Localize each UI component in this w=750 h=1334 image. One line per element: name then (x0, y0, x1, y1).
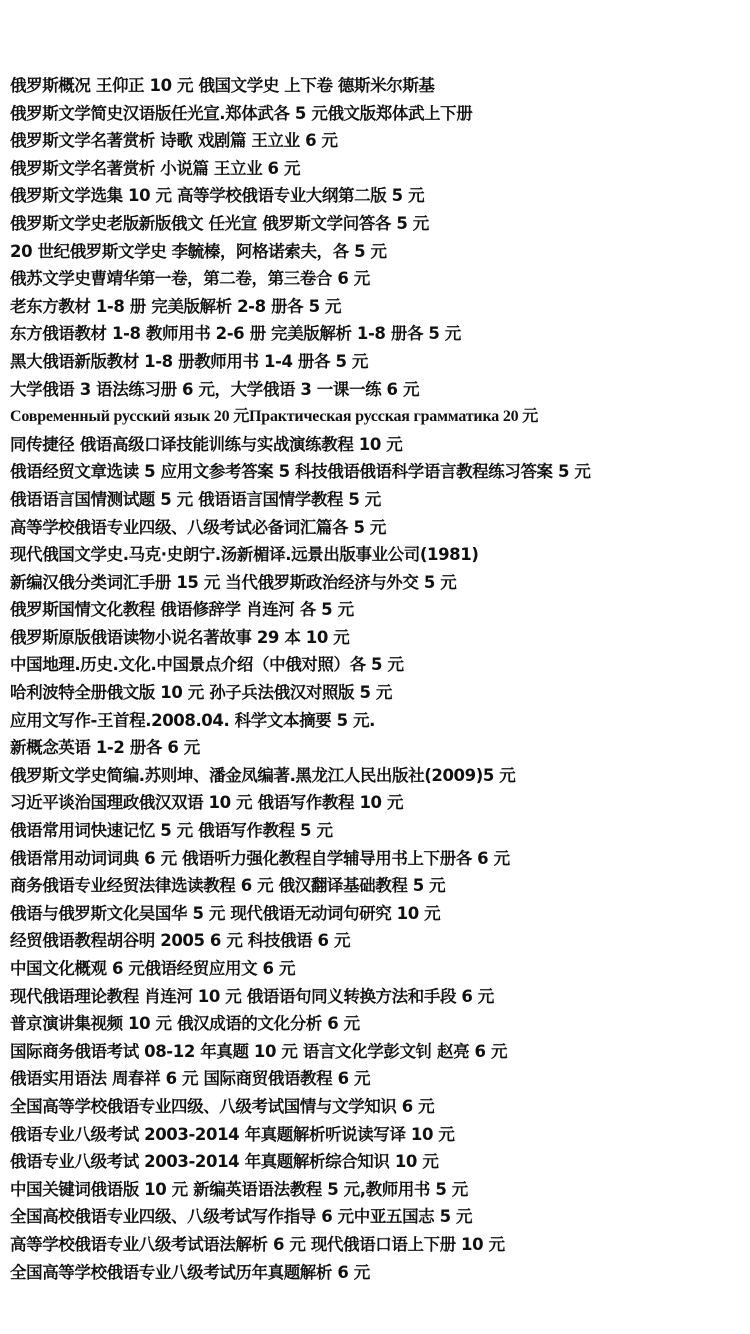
list-item: 现代俄语理论教程 肖连河 10 元 俄语语句同义转换方法和手段 6 元 (10, 986, 494, 1006)
list-item: 俄苏文学史曹靖华第一卷，第二卷，第三卷合 6 元 (10, 269, 370, 289)
list-item: 俄语语言国情测试题 5 元 俄语语言国情学教程 5 元 (10, 489, 381, 509)
list-item: 20 世纪俄罗斯文学史 李毓榛，阿格诺索夫，各 5 元 (10, 241, 387, 261)
list-item: 全国高等学校俄语专业八级考试历年真题解析 6 元 (10, 1262, 370, 1282)
list-item: 俄罗斯文学名著赏析 诗歌 戏剧篇 王立业 6 元 (10, 131, 338, 151)
list-item: 俄语与俄罗斯文化吴国华 5 元 现代俄语无动词句研究 10 元 (10, 903, 441, 923)
list-item: 中国关键词俄语版 10 元 新编英语语法教程 5 元,教师用书 5 元 (10, 1179, 468, 1199)
list-item: 黑大俄语新版教材 1-8 册教师用书 1-4 册各 5 元 (10, 351, 368, 371)
list-item: 新概念英语 1-2 册各 6 元 (10, 738, 200, 758)
list-item: 俄语专业八级考试 2003-2014 年真题解析听说读写译 10 元 (10, 1124, 455, 1144)
list-item: 俄语专业八级考试 2003-2014 年真题解析综合知识 10 元 (10, 1152, 439, 1172)
list-item: 哈利波特全册俄文版 10 元 孙子兵法俄汉对照版 5 元 (10, 683, 392, 703)
list-item: 俄罗斯原版俄语读物小说名著故事 29 本 10 元 (10, 627, 350, 647)
list-item: 俄罗斯文学史老版新版俄文 任光宣 俄罗斯文学问答各 5 元 (10, 213, 429, 233)
book-price-list (10, 72, 740, 1286)
list-item: 俄语常用词快速记忆 5 元 俄语写作教程 5 元 (10, 821, 333, 841)
list-item: 俄语经贸文章选读 5 应用文参考答案 5 科技俄语俄语科学语言教程练习答案 5 元 (10, 462, 591, 482)
list-item: Современный русский язык 20 元Практическая русская грамматика 20 元 (10, 408, 539, 426)
list-item: 商务俄语专业经贸法律选读教程 6 元 俄汉翻译基础教程 5 元 (10, 876, 446, 896)
list-item: 俄语常用动词词典 6 元 俄语听力强化教程自学辅导用书上下册各 6 元 (10, 848, 510, 868)
list-item: 东方俄语教材 1-8 教师用书 2-6 册 完美版解析 1-8 册各 5 元 (10, 324, 461, 344)
list-item: 俄罗斯文学名著赏析 小说篇 王立业 6 元 (10, 158, 301, 178)
list-item: 俄罗斯文学史简编.苏则坤、潘金凤编著.黑龙江人民出版社(2009)5 元 (10, 765, 516, 785)
list-item: 俄罗斯概况 王仰正 10 元 俄国文学史 上下卷 德斯米尔斯基 (10, 76, 435, 95)
list-item: 全国高等学校俄语专业四级、八级考试国情与文学知识 6 元 (10, 1096, 435, 1116)
list-item: 俄罗斯国情文化教程 俄语修辞学 肖连河 各 5 元 (10, 600, 354, 620)
list-item: 大学俄语 3 语法练习册 6 元，大学俄语 3 一课一练 6 元 (10, 379, 420, 399)
list-item: 习近平谈治国理政俄汉双语 10 元 俄语写作教程 10 元 (10, 793, 404, 813)
list-item: 高等学校俄语专业四级、八级考试必备词汇篇各 5 元 (10, 517, 386, 537)
list-item: 全国高校俄语专业四级、八级考试写作指导 6 元中亚五国志 5 元 (10, 1207, 473, 1227)
list-item: 经贸俄语教程胡谷明 2005 6 元 科技俄语 6 元 (10, 931, 351, 951)
list-item: 普京演讲集视频 10 元 俄汉成语的文化分析 6 元 (10, 1014, 360, 1034)
list-item: 同传捷径 俄语高级口译技能训练与实战演练教程 10 元 (10, 434, 403, 454)
list-item: 国际商务俄语考试 08-12 年真题 10 元 语言文化学彭文钊 赵亮 6 元 (10, 1041, 508, 1061)
list-item: 高等学校俄语专业八级考试语法解析 6 元 现代俄语口语上下册 10 元 (10, 1234, 505, 1254)
list-item: 俄罗斯文学简史汉语版任光宣.郑体武各 5 元俄文版郑体武上下册 (10, 103, 473, 123)
list-item: 中国文化概观 6 元俄语经贸应用文 6 元 (10, 959, 296, 978)
list-item: 俄语实用语法 周春祥 6 元 国际商贸俄语教程 6 元 (10, 1069, 371, 1089)
list-item: 老东方教材 1-8 册 完美版解析 2-8 册各 5 元 (10, 296, 342, 316)
list-item: 现代俄国文学史.马克·史朗宁.汤新楣译.远景出版事业公司(1981) (10, 545, 479, 565)
list-item: 俄罗斯文学选集 10 元 高等学校俄语专业大纲第二版 5 元 (10, 186, 425, 206)
list-item: 新编汉俄分类词汇手册 15 元 当代俄罗斯政治经济与外交 5 元 (10, 572, 457, 592)
list-item: 中国地理.历史.文化.中国景点介绍（中俄对照）各 5 元 (10, 655, 404, 675)
list-item: 应用文写作-王首程.2008.04. 科学文本摘要 5 元. (10, 710, 376, 730)
